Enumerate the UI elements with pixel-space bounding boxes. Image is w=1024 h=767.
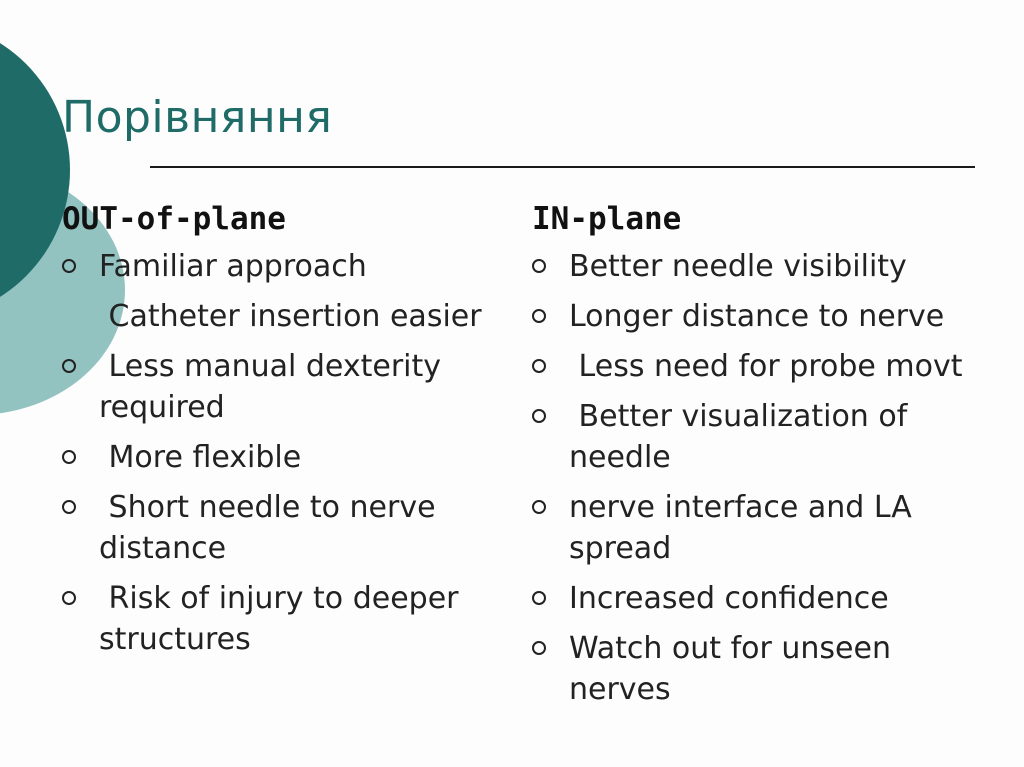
bullet-icon (532, 359, 546, 373)
right-list-item (532, 487, 1002, 569)
bullet-icon (532, 500, 546, 514)
right-list-item (532, 246, 1002, 287)
left-column (62, 196, 512, 669)
list-item-text: Less need for probe movt (569, 349, 963, 384)
right-list-item (532, 396, 1002, 478)
list-item-text: Catheter insertion easier (99, 299, 482, 334)
bullet-icon (532, 409, 546, 423)
slide-title: Порівняння (62, 92, 333, 143)
bullet-icon (532, 591, 546, 605)
list-item-text: More flexible (99, 440, 302, 475)
bullet-icon (532, 641, 546, 655)
list-item-text: Better needle visibility (569, 249, 907, 284)
left-list-item (62, 437, 512, 478)
list-item-text: Longer distance to nerve (569, 299, 945, 334)
list-item-text: Risk of injury to deeper structures (99, 581, 469, 657)
bullet-icon (62, 500, 76, 514)
bullet-icon (62, 259, 76, 273)
right-list-item (532, 346, 1002, 387)
list-item-text: Familiar approach (99, 249, 367, 284)
right-list-item (532, 628, 1002, 710)
left-list-item (62, 246, 512, 287)
list-item-text: Watch out for unseen nerves (569, 631, 891, 707)
left-column-heading: OUT-of-plane (62, 201, 286, 237)
bullet-icon (62, 359, 76, 373)
list-item-text: Short needle to nerve distance (99, 490, 446, 566)
bullet-icon (532, 259, 546, 273)
right-column (532, 196, 1002, 719)
list-item-text: Increased confidence (569, 581, 889, 616)
right-list-item (532, 578, 1002, 619)
list-item-text: Less manual dexterity required (99, 349, 451, 425)
bullet-icon (62, 450, 76, 464)
left-list-item (62, 346, 512, 428)
bullet-icon (62, 591, 76, 605)
bullet-icon (532, 309, 546, 323)
list-item-text: nerve interface and LA spread (569, 490, 912, 566)
title-divider (150, 166, 975, 168)
list-item-text: Better visualization of needle (569, 399, 917, 475)
right-column-heading: IN-plane (532, 201, 682, 237)
left-list-item (62, 296, 512, 337)
left-list-item (62, 487, 512, 569)
right-list-item (532, 296, 1002, 337)
left-list-item (62, 578, 512, 660)
